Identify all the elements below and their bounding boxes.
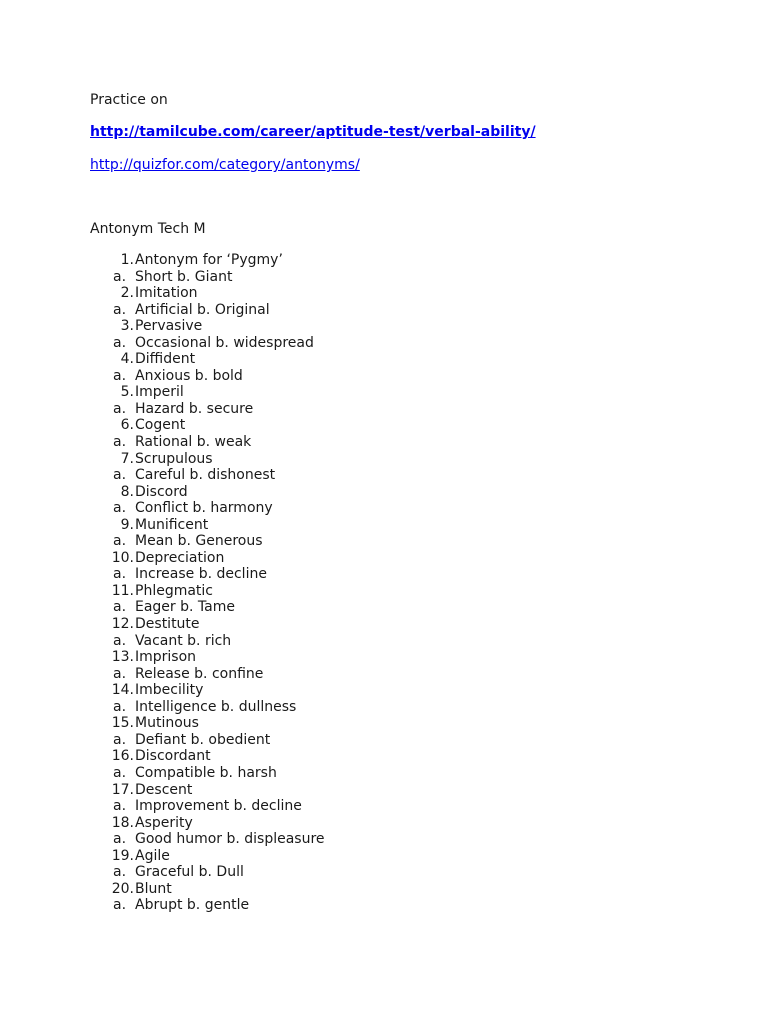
answer-options <box>0 269 768 286</box>
question-number: 11. <box>111 582 134 599</box>
question-number: 14. <box>111 682 134 699</box>
answer-options <box>0 368 768 385</box>
option-text: Vacant b. rich <box>135 632 232 649</box>
option-text: Good humor b. displeasure <box>135 831 325 848</box>
answer-options <box>0 897 768 914</box>
question-word: Asperity <box>135 814 193 831</box>
question-word: Munificent <box>135 516 209 533</box>
option-text: Rational b. weak <box>135 434 252 451</box>
question-item <box>0 285 768 302</box>
question-word: Pervasive <box>135 318 203 335</box>
answer-options <box>0 765 768 782</box>
section-title: Antonym Tech M <box>90 221 206 237</box>
question-item <box>0 782 768 799</box>
question-item <box>0 715 768 732</box>
question-number: 13. <box>111 649 134 666</box>
question-number: 18. <box>111 814 134 831</box>
question-number: 16. <box>111 748 134 765</box>
option-marker: a. <box>113 533 127 550</box>
answer-options <box>0 599 768 616</box>
option-marker: a. <box>113 467 127 484</box>
question-item <box>0 881 768 898</box>
question-word: Imitation <box>135 285 198 302</box>
option-text: Occasional b. widespread <box>135 334 314 351</box>
question-word: Cogent <box>135 417 186 434</box>
option-marker: a. <box>113 665 127 682</box>
option-marker: a. <box>113 500 127 517</box>
question-number: 7. <box>120 450 134 467</box>
question-item <box>0 748 768 765</box>
question-word: Destitute <box>135 616 200 633</box>
question-word: Mutinous <box>135 715 199 732</box>
question-item <box>0 649 768 666</box>
question-word: Blunt <box>135 880 172 897</box>
question-number: 1. <box>120 252 134 268</box>
option-marker: a. <box>113 897 127 914</box>
option-text: Graceful b. Dull <box>135 864 244 881</box>
question-number: 19. <box>111 847 134 864</box>
option-text: Anxious b. bold <box>135 367 243 384</box>
question-word: Discordant <box>135 748 211 765</box>
option-marker: a. <box>113 632 127 649</box>
question-item <box>0 318 768 335</box>
antonym-question-list <box>0 252 768 914</box>
answer-options <box>0 335 768 352</box>
answer-options <box>0 732 768 749</box>
question-word: Diffident <box>135 351 196 368</box>
question-word: Imperil <box>135 384 184 401</box>
quizfor-link[interactable]: http://quizfor.com/category/antonyms/ <box>90 157 360 173</box>
question-word: Scrupulous <box>135 450 213 467</box>
question-word: Antonym for ‘Pygmy’ <box>135 252 283 268</box>
question-word: Imbecility <box>135 682 204 699</box>
option-text: Defiant b. obedient <box>135 731 271 748</box>
question-number: 8. <box>120 483 134 500</box>
answer-options <box>0 666 768 683</box>
question-item <box>0 550 768 567</box>
question-item <box>0 815 768 832</box>
answer-options <box>0 831 768 848</box>
question-word: Imprison <box>135 649 197 666</box>
answer-options <box>0 533 768 550</box>
practice-label: Practice on <box>90 92 168 108</box>
question-word: Agile <box>135 847 170 864</box>
question-item <box>0 484 768 501</box>
question-item <box>0 351 768 368</box>
option-marker: a. <box>113 434 127 451</box>
question-number: 10. <box>111 549 134 566</box>
question-word: Depreciation <box>135 549 225 566</box>
question-item <box>0 384 768 401</box>
answer-options <box>0 434 768 451</box>
option-marker: a. <box>113 566 127 583</box>
option-text: Conflict b. harmony <box>135 500 273 517</box>
question-item <box>0 616 768 633</box>
question-item <box>0 252 768 269</box>
option-marker: a. <box>113 599 127 616</box>
option-text: Increase b. decline <box>135 566 267 583</box>
option-text: Release b. confine <box>135 665 264 682</box>
question-word: Phlegmatic <box>135 582 213 599</box>
question-number: 2. <box>120 285 134 302</box>
question-word: Discord <box>135 483 188 500</box>
answer-options <box>0 864 768 881</box>
option-marker: a. <box>113 268 127 285</box>
question-item <box>0 517 768 534</box>
answer-options <box>0 633 768 650</box>
question-number: 20. <box>111 880 134 897</box>
answer-options <box>0 467 768 484</box>
question-number: 5. <box>120 384 134 401</box>
question-number: 6. <box>120 417 134 434</box>
option-marker: a. <box>113 764 127 781</box>
option-marker: a. <box>113 798 127 815</box>
option-text: Careful b. dishonest <box>135 467 276 484</box>
question-item <box>0 848 768 865</box>
option-marker: a. <box>113 698 127 715</box>
question-item <box>0 682 768 699</box>
option-text: Short b. Giant <box>135 268 233 285</box>
answer-options <box>0 798 768 815</box>
question-item <box>0 417 768 434</box>
option-marker: a. <box>113 831 127 848</box>
option-marker: a. <box>113 301 127 318</box>
option-text: Compatible b. harsh <box>135 764 277 781</box>
option-text: Improvement b. decline <box>135 798 302 815</box>
answer-options <box>0 302 768 319</box>
tamilcube-link[interactable]: http://tamilcube.com/career/aptitude-test/verbal-ability/ <box>90 124 536 140</box>
question-word: Descent <box>135 781 193 798</box>
option-text: Hazard b. secure <box>135 400 254 417</box>
option-text: Abrupt b. gentle <box>135 897 250 914</box>
option-marker: a. <box>113 731 127 748</box>
question-number: 17. <box>111 781 134 798</box>
option-marker: a. <box>113 334 127 351</box>
answer-options <box>0 699 768 716</box>
option-marker: a. <box>113 400 127 417</box>
question-item <box>0 583 768 600</box>
option-text: Artificial b. Original <box>135 301 270 318</box>
question-number: 4. <box>120 351 134 368</box>
option-marker: a. <box>113 367 127 384</box>
question-item <box>0 451 768 468</box>
answer-options <box>0 500 768 517</box>
option-text: Intelligence b. dullness <box>135 698 297 715</box>
question-number: 15. <box>111 715 134 732</box>
option-text: Eager b. Tame <box>135 599 235 616</box>
question-number: 12. <box>111 616 134 633</box>
option-marker: a. <box>113 864 127 881</box>
question-number: 3. <box>120 318 134 335</box>
option-text: Mean b. Generous <box>135 533 263 550</box>
answer-options <box>0 401 768 418</box>
question-number: 9. <box>120 516 134 533</box>
answer-options <box>0 566 768 583</box>
